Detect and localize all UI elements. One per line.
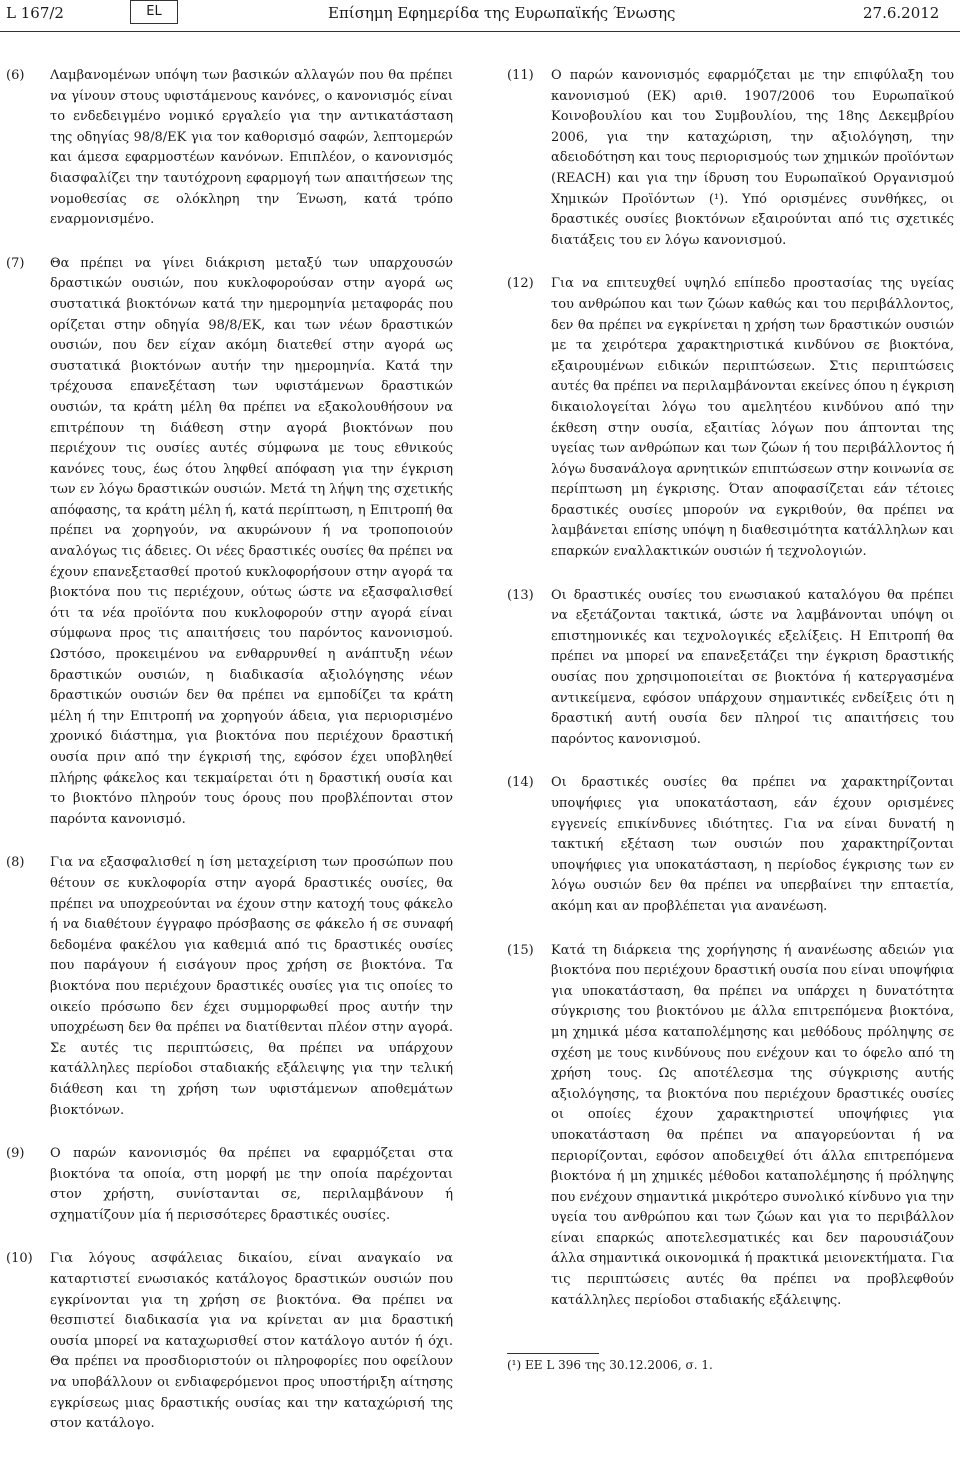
journal-title: Επίσημη Εφημερίδα της Ευρωπαϊκής Ένωσης [328,4,676,22]
left-column [6,66,453,1458]
recital-number: (6) [6,68,25,83]
recital-paragraph [6,1249,453,1434]
recital-text: Για λόγους ασφάλειας δικαίου, είναι αναγκαίο να καταρτιστεί ενωσιακός κατάλογος δραστικών ουσιών που εγκρίνονται για τη χρήση σε βιοκτόνα. Θα πρέπει να θεσπιστεί διαδικασία για να κρίνεται αν μια δραστική ουσία μπορεί να καταχωρισθεί στον κατάλογο αυτόν ή όχι. Θα πρέπει να προσδιοριστούν οι πληροφορίες που οφείλουν να υποβάλλουν οι ενδιαφερόμενοι προς υποστήριξη αίτησης εγκρίσεως μιας δραστικής ουσίας και την καταχώρισή της στον κατάλογο. [50,1251,453,1432]
recital-paragraph [507,66,954,251]
header-rule [0,31,960,32]
recital-paragraph [6,853,453,1121]
publication-date: 27.6.2012 [863,4,940,22]
recital-text: Οι δραστικές ουσίες του ενωσιακού καταλόγου θα πρέπει να εξετάζονται τακτικά, ώστε να λαμβάνονται υπόψη οι επιστημονικές και τεχνολογικές εξελίξεις. Η Επιτροπή θα πρέπει να μπορεί να επανεξετάζει την έγκριση δραστικής ουσίας που χρησιμοποιείται σε βιοκτόνα ή κατεργασμένα αντικείμενα, εφόσον υπάρχουν σημαντικές ενδείξεις ότι η δραστική αυτή ουσία δεν πληροί τις απαιτήσεις του παρόντος κανονισμού. [551,587,954,747]
recital-text: Για να επιτευχθεί υψηλό επίπεδο προστασίας της υγείας του ανθρώπου και των ζώων καθώς και του περιβάλλοντος, δεν θα πρέπει να εγκρίνεται η χρήση των δραστικών ουσιών με τα χειρότερα χαρακτηριστικά κινδύνου σε βιοκτόνα, εξαιρουμένων ειδικών περιπτώσεων. Στις περιπτώσεις αυτές θα πρέπει να περιλαμβάνονται εκείνες όπου η έγκριση δικαιολογείται λόγω του αμελητέου κινδύνου από την έκθεση στην ουσία, εξαιτίας λόγων που άπτονται της υγείας των ανθρώπων και των ζώων ή του περιβάλλοντος ή λόγω δυσανάλογα αρνητικών επιπτώσεων στην κοινωνία σε περίπτωση μη έγκρισης. Όταν αποφασίζεται εάν τέτοιες δραστικές ουσίες μπορούν να εγκριθούν, θα πρέπει να λαμβάνεται επίσης υπόψη η διαθεσιμότητα κατάλληλων και επαρκών εναλλακτικών ουσιών ή τεχνολογιών. [551,276,954,560]
footnote-area [507,1353,947,1372]
recital-number: (10) [6,1251,33,1267]
recital-text: Ο παρών κανονισμός θα πρέπει να εφαρμόζεται στα βιοκτόνα τα οποία, στη μορφή με την οποία παρέχονται στον χρήστη, συνίστανται σε, περιλαμβάνουν ή σχηματίζουν μία ή περισσότερες δραστικές ουσίες. [50,1146,453,1223]
recital-text: Ο παρών κανονισμός εφαρμόζεται με την επιφύλαξη του κανονισμού (ΕΚ) αριθ. 1907/2006 του Ευρωπαϊκού Κοινοβουλίου και του Συμβουλίου, της 18ης Δεκεμβρίου 2006, για την καταχώριση, την αξιολόγηση, την αδειοδότηση και τους περιορισμούς των χημικών προϊόντων (REACH) και για την ίδρυση του Ευρωπαϊκού Οργανισμού Χημικών Προϊόντων (¹). Υπό ορισμένες συνθήκες, οι δραστικές ουσίες βιοκτόνων εξαιρούνται από τις σχετικές διατάξεις του εν λόγω κανονισμού. [551,68,954,248]
page-header [0,0,960,34]
recital-paragraph [507,586,954,751]
recital-number: (8) [6,855,25,871]
language-code: EL [130,0,178,24]
recital-number: (7) [6,255,25,271]
right-column [507,66,954,1334]
recital-paragraph [507,773,954,917]
footnote-rule [507,1353,599,1354]
recital-paragraph [507,274,954,562]
recital-number: (14) [507,775,534,791]
recital-number: (12) [507,276,534,292]
recital-paragraph [6,254,453,831]
recital-number: (9) [6,1146,25,1162]
recital-number: (15) [507,942,534,958]
journal-reference: L 167/2 [6,4,64,22]
recital-paragraph [6,66,453,231]
recital-text: Λαμβανομένων υπόψη των βασικών αλλαγών που θα πρέπει να γίνουν στους υφιστάμενους κανόνες, ο κανονισμός είναι το ενδεδειγμένο νομικό εργαλείο για την αντικατάσταση της οδηγίας 98/8/ΕΚ για τον καθορισμό σαφών, λεπτομερών και άμεσα εφαρμοστέων κανόνων. Επιπλέον, ο κανονισμός διασφαλίζει την ταυτόχρονη εφαρμογή των απαιτήσεων της νομοθεσίας σε ολόκληρη την Ένωση, κατά τρόπο εναρμονισμένο. [50,68,453,228]
recital-text: Οι δραστικές ουσίες θα πρέπει να χαρακτηρίζονται υποψήφιες για υποκατάσταση, εάν έχουν ορισμένες εγγενείς επικίνδυνες ιδιότητες. Για να είναι δυνατή η τακτική εξέταση των ουσιών που χαρακτηρίζονται υποψήφιες για υποκατάσταση, η περίοδος έγκρισης των εν λόγω ουσιών δεν θα πρέπει να υπερβαίνει την επταετία, ακόμη και αν προβλέπεται για ανανέωση. [551,775,954,914]
footnote-text: (¹) ΕΕ L 396 της 30.12.2006, σ. 1. [507,1358,713,1372]
recital-paragraph [6,1144,453,1226]
recital-text: Για να εξασφαλισθεί η ίση μεταχείριση των προσώπων που θέτουν σε κυκλοφορία στην αγορά δραστικές ουσίες, θα πρέπει να υποχρεούνται να έχουν στην κατοχή τους φάκελο ή να διαθέτουν έγγραφο πρόσβασης σε φάκελο ή σε συναφή δεδομένα φακέλου για καθεμιά από τις δραστικές ουσίες που παράγουν ή εισάγουν προς χρήση σε βιοκτόνα. Τα βιοκτόνα που περιέχουν δραστικές ουσίες για τις οποίες το οικείο πρόσωπο δεν έχει συμμορφωθεί προς αυτήν την υποχρέωση δεν θα πρέπει να διατίθενται πλέον στην αγορά. Σε αυτές τις περιπτώσεις, θα πρέπει να υπάρχουν κατάλληλες περίοδοι σταδιακής εξάλειψης για την τελική διάθεση και τη χρήση των υφιστάμενων αποθεμάτων βιοκτόνων. [50,855,453,1118]
recital-number: (11) [507,68,534,83]
recital-paragraph [507,941,954,1312]
recital-number: (13) [507,587,534,603]
recital-text: Θα πρέπει να γίνει διάκριση μεταξύ των υπαρχουσών δραστικών ουσιών, που κυκλοφορούσαν στην αγορά ως συστατικά βιοκτόνων κατά την ημερομηνία μεταφοράς που ορίζεται στην οδηγία 98/8/ΕΚ, και των νέων δραστικών ουσιών, που δεν είχαν ακόμη διατεθεί στην αγορά ως συστατικά βιοκτόνων αυτήν την ημερομηνία. Κατά την τρέχουσα επανεξέταση των υφιστάμενων δραστικών ουσιών, τα κράτη μέλη θα πρέπει να εξακολουθήσουν να επιτρέπουν τη διάθεση στην αγορά βιοκτόνων που περιέχουν τις ουσίες αυτές σύμφωνα με τους εθνικούς κανόνες τους, έως ότου ληφθεί απόφαση για την έγκριση των εν λόγω δραστικών ουσιών. Μετά τη λήψη της σχετικής απόφασης, τα κράτη μέλη ή, κατά περίπτωση, η Επιτροπή θα πρέπει να χορηγούν, να ακυρώνουν ή να τροποποιούν αναλόγως τις άδειες. Οι νέες δραστικές ουσίες θα πρέπει να έχουν επανεξετασθεί προτού κυκλοφορήσουν στην αγορά τα βιοκτόνα που τις περιέχουν, ούτως ώστε να εξασφαλισθεί ότι τα νέα προϊόντα που κυκλοφορούν στην αγορά είναι σύμφωνα προς τις απαιτήσεις του παρόντος κανονισμού. Ωστόσο, προκειμένου να ενθαρρυνθεί η ανάπτυξη νέων δραστικών ουσιών, η διαδικασία αξιολόγησης νέων δραστικών ουσιών δεν θα πρέπει να εμποδίζει τα κράτη μέλη ή την Επιτροπή να χορηγούν άδεια, για περιορισμένο χρονικό διάστημα, για βιοκτόνα που περιέχουν δραστική ουσία πριν από την έγκρισή της, εφόσον έχει υποβληθεί πλήρης φάκελος και τεκμαίρεται ότι η δραστική ουσία και το βιοκτόνο πληρούν τους όρους που προβλέπονται στον παρόντα κανονισμό. [50,255,453,827]
recital-text: Κατά τη διάρκεια της χορήγησης ή ανανέωσης αδειών για βιοκτόνα που περιέχουν δραστική ουσία που είναι υποψήφια για υποκατάσταση, θα πρέπει να υπάρχει η δυνατότητα σύγκρισης του βιοκτόνου με άλλα επιτρεπόμενα βιοκτόνα, μη χημικά μέσα καταπολέμησης και μεθόδους πρόληψης σε σχέση με τους κινδύνους που ενέχουν και το όφελο από τη χρήση τους. Ως αποτέλεσμα της σύγκρισης αυτής αξιολόγησης, τα βιοκτόνα που περιέχουν δραστικές ουσίες οι οποίες έχουν χαρακτηριστεί υποψήφιες για υποκατάσταση θα πρέπει να απαγορεύονται ή να περιορίζονται, εφόσον αποδειχθεί ότι άλλα επιτρεπόμενα βιοκτόνα ή μη χημικές μέθοδοι καταπολέμησης ή πρόληψης που ενέχουν σημαντικά μικρότερο συνολικό κίνδυνο για την υγεία του ανθρώπου και των ζώων και για το περιβάλλον είναι επαρκώς αποτελεσματικές και δεν παρουσιάζουν άλλα σημαντικά οικονομικά ή πρακτικά μειονεκτήματα. Για τις περιπτώσεις αυτές θα πρέπει να προβλεφθούν κατάλληλες περίοδοι σταδιακής εξάλειψης. [551,942,954,1308]
